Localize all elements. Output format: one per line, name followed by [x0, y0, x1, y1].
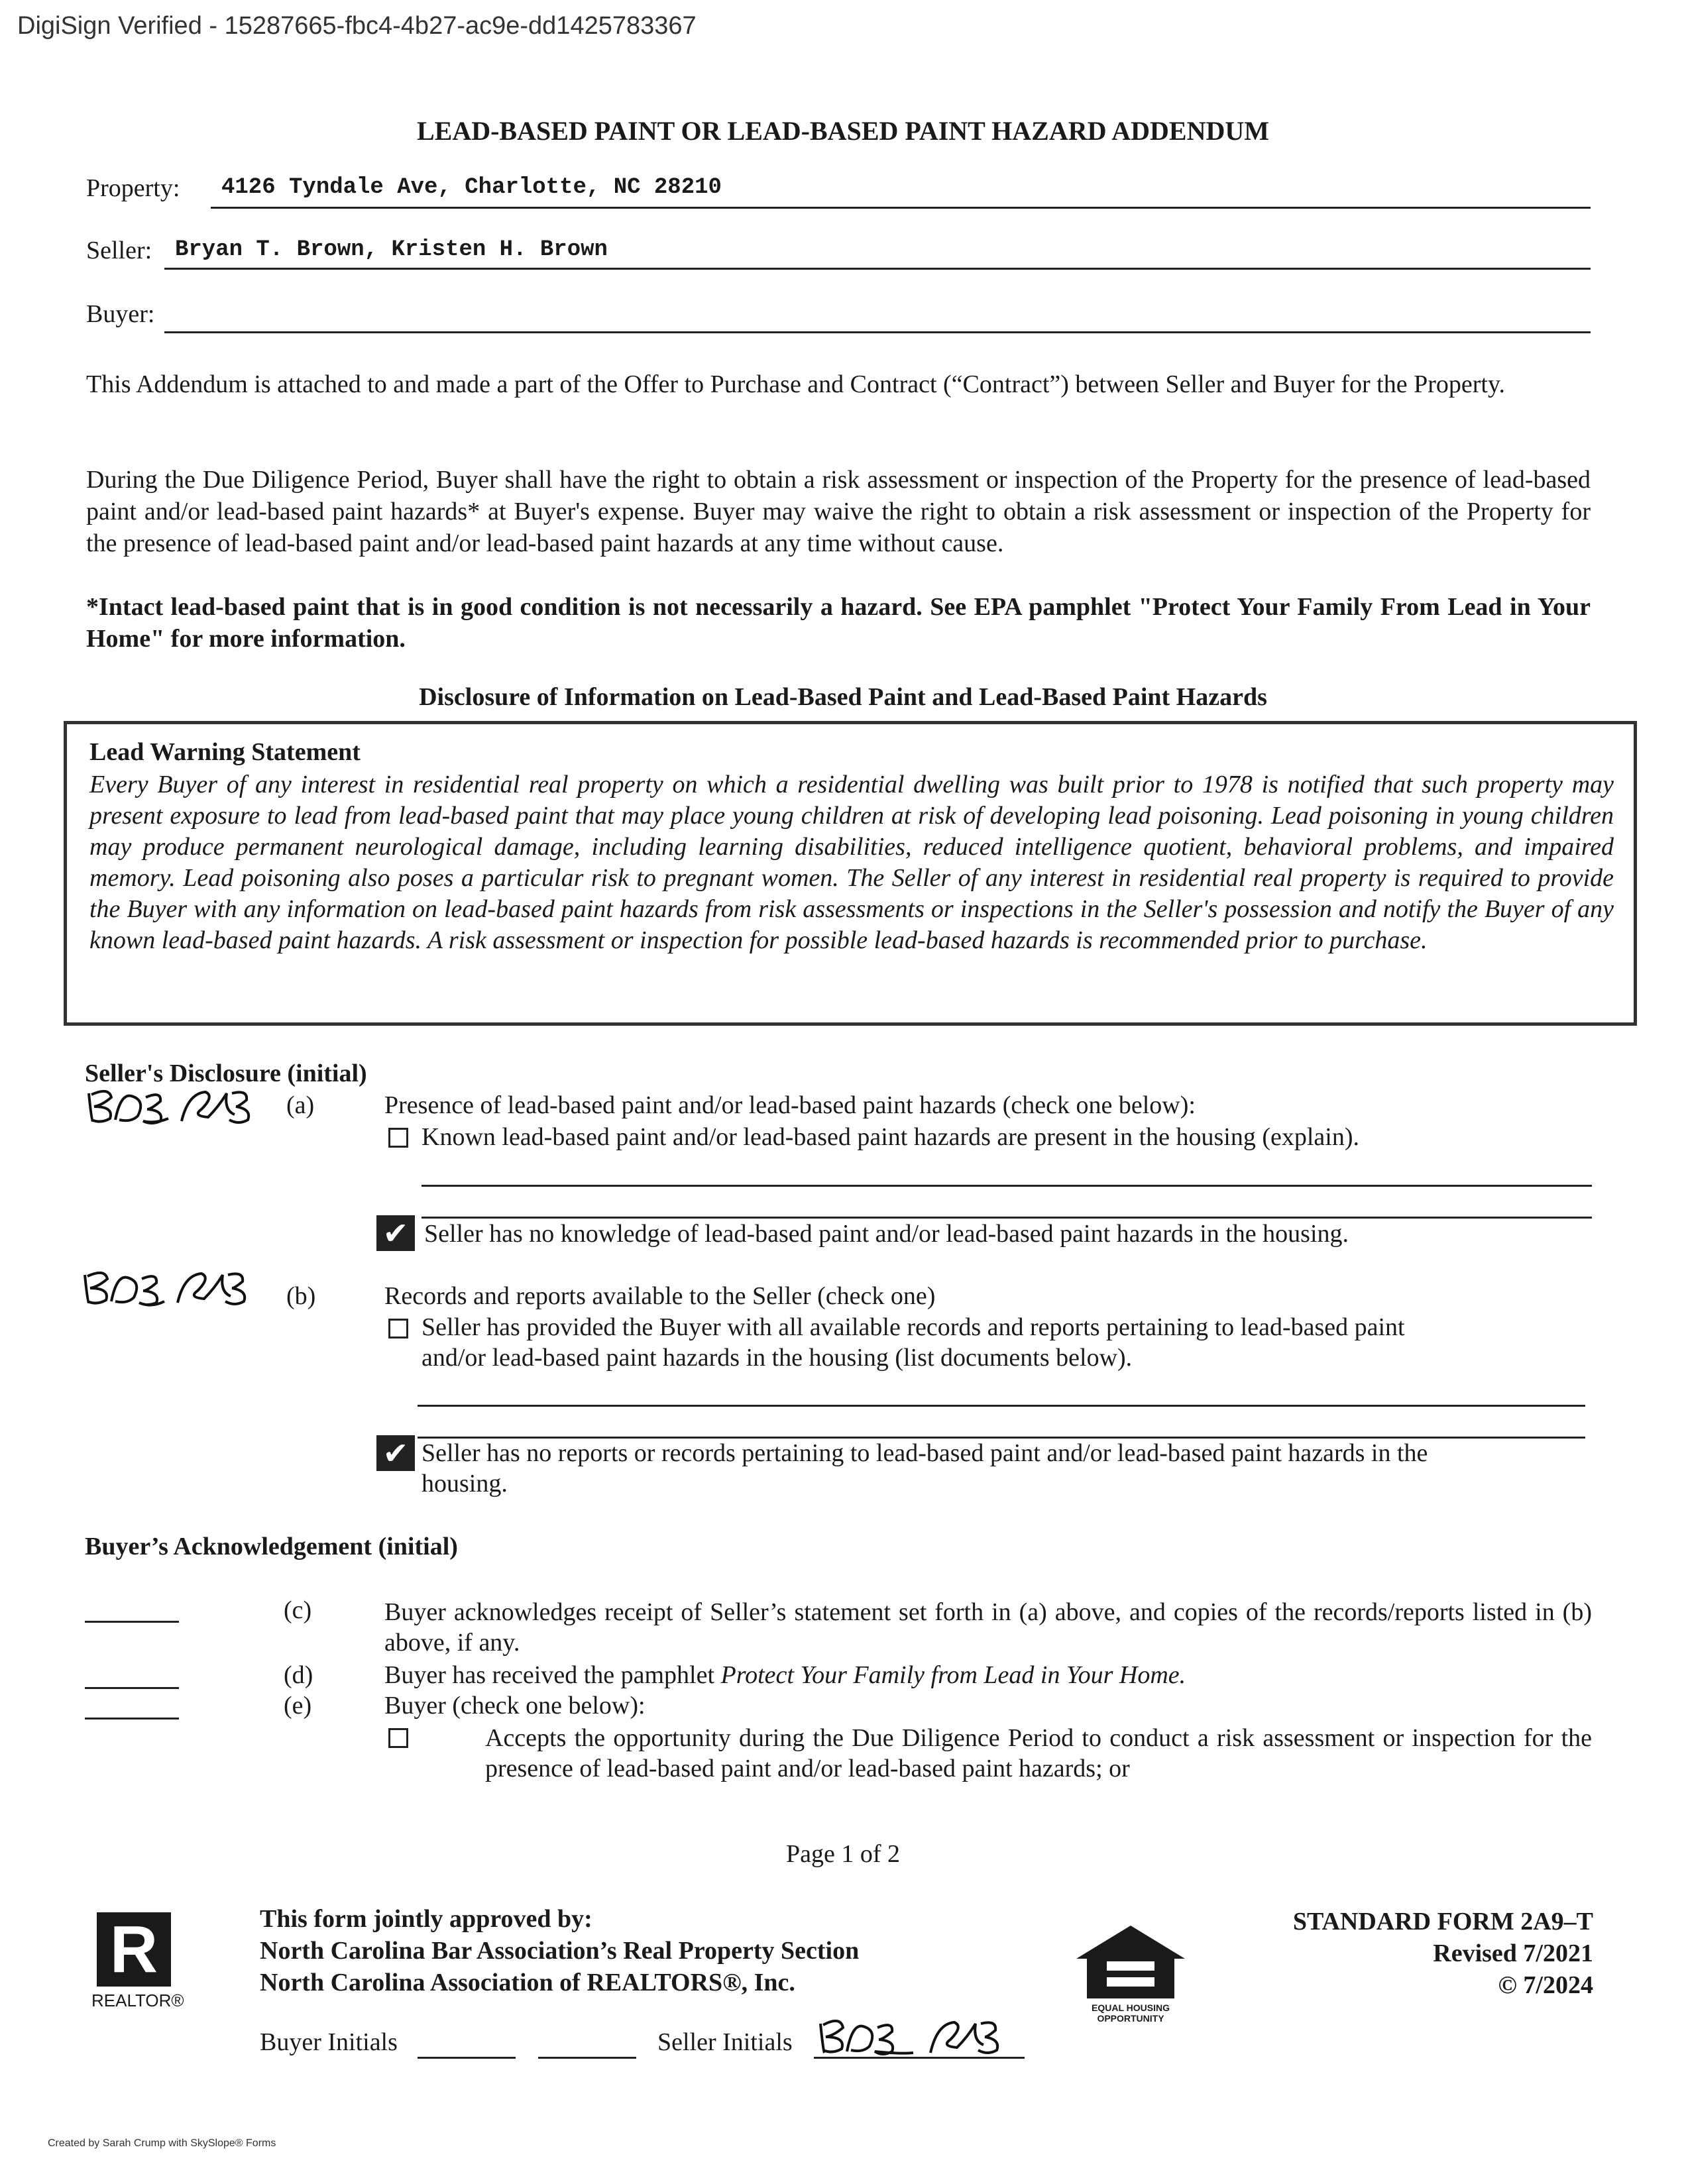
- records-provided-label: Seller has provided the Buyer with all available records and reports pertaining to lead-based paint and/or lead-based paint hazards in the housing (list documents below).: [422, 1313, 1405, 1372]
- buyer-d-letter: (d): [284, 1661, 313, 1689]
- standard-form-name: STANDARD FORM 2A9–T: [1292, 1908, 1593, 1936]
- equal-housing-logo: [1072, 1922, 1189, 2024]
- seller-initials-b-signature: [78, 1262, 277, 1315]
- approved-heading: This form jointly approved by:: [260, 1905, 592, 1933]
- seller-initials-footer-signature: [814, 2008, 1026, 2067]
- buyer-e-text: Buyer (check one below):: [384, 1692, 646, 1720]
- no-records-label: Seller has no reports or records pertaining to lead-based paint and/or lead-based paint hazards in the housing.: [422, 1439, 1428, 1498]
- explain-line-2: [422, 1217, 1592, 1219]
- seller-label: Seller:: [86, 237, 152, 264]
- documents-line-1: [418, 1405, 1585, 1407]
- revised-date: Revised 7/2021: [1433, 1939, 1593, 1967]
- explain-line-1: [422, 1185, 1592, 1187]
- buyer-initial-e-line[interactable]: [85, 1718, 179, 1720]
- buyer-c-letter: (c): [284, 1596, 312, 1624]
- seller-a-letter: (a): [286, 1091, 315, 1119]
- page-title: LEAD-BASED PAINT OR LEAD-BASED PAINT HAZARD ADDENDUM: [416, 116, 1270, 146]
- accepts-opportunity-label: Accepts the opportunity during the Due Diligence Period to conduct a risk assessment or inspection for the presence of lead-based paint and/or lead-based paint hazards; or: [485, 1724, 1592, 1782]
- buyer-ack-heading: Buyer’s Acknowledgement (initial): [85, 1533, 458, 1560]
- lead-warning-text: Every Buyer of any interest in residential real property on which a residential dwelling was built prior to 1978 is notified that such property may present exposure to lead from lead-based paint that may place young children at risk of developing lead poisoning. Lead poisoning in young children may produce permanent neurological damage, including learning disabilities, reduced intelligence quotient, behavioral problems, and impaired memory. Lead poisoning also poses a particular risk to pregnant women. The Seller of any interest in residential real property is required to provide the Buyer with any information on lead-based paint hazards from risk assessments or inspections in the Seller's possession and notify the Buyer of any known lead-based paint hazards. A risk assessment or inspection for possible lead-based hazards is recommended prior to purchase.: [89, 771, 1614, 954]
- intact-paint-note: *Intact lead-based paint that is in good condition is not necessarily a hazard. See EPA pamphlet "Protect Your Family From Lead in Your Home" for more information.: [86, 593, 1591, 653]
- buyer-initials-line-2[interactable]: [538, 2057, 636, 2059]
- approved-line-2: North Carolina Association of REALTORS®, Inc.: [260, 1969, 795, 1996]
- created-by-note: Created by Sarah Crump with SkySlope® Forms: [48, 2138, 276, 2149]
- seller-initials-a-signature: [82, 1080, 281, 1133]
- realtor-label: REALTOR®: [91, 1991, 184, 2010]
- seller-a-text: Presence of lead-based paint and/or lead-based paint hazards (check one below):: [384, 1091, 1196, 1119]
- pamphlet-title: Protect Your Family from Lead in Your Home.: [720, 1661, 1186, 1689]
- seller-b-letter: (b): [286, 1282, 316, 1310]
- seller-initials-label: Seller Initials: [657, 2028, 793, 2056]
- seller-value[interactable]: Bryan T. Brown, Kristen H. Brown: [175, 237, 608, 262]
- buyer-initials-line-1[interactable]: [418, 2057, 516, 2059]
- digisign-verification: DigiSign Verified - 15287665-fbc4-4b27-ac9e-dd1425783367: [17, 12, 697, 40]
- property-line: [211, 207, 1591, 209]
- equal-housing-icon: [1072, 1922, 1189, 2001]
- buyer-label: Buyer:: [86, 300, 155, 328]
- property-label: Property:: [86, 174, 180, 202]
- realtor-logo: [91, 1912, 184, 2012]
- buyer-e-letter: (e): [284, 1692, 312, 1720]
- realtor-icon: R: [97, 1912, 171, 1987]
- property-value[interactable]: 4126 Tyndale Ave, Charlotte, NC 28210: [221, 175, 722, 200]
- buyer-initials-label: Buyer Initials: [260, 2028, 398, 2056]
- buyer-d-text: [384, 1661, 1186, 1690]
- no-records-checkbox[interactable]: ✔: [376, 1435, 415, 1471]
- records-provided-checkbox[interactable]: [388, 1319, 408, 1338]
- page-number: Page 1 of 2: [785, 1840, 901, 1868]
- buyer-initial-c-line[interactable]: [85, 1621, 179, 1623]
- due-diligence-paragraph: During the Due Diligence Period, Buyer shall have the right to obtain a risk assessment or inspection of the Property for the presence of lead-based paint and/or lead-based paint hazards* at Buyer's expense. Buyer may waive the right to obtain a risk assessment or inspection of the Property for the presence of lead-based paint and/or lead-based paint hazards at any time without cause.: [86, 466, 1591, 557]
- seller-line: [164, 268, 1591, 270]
- buyer-line: [164, 331, 1591, 333]
- equal-housing-label: EQUAL HOUSING OPPORTUNITY: [1092, 2002, 1170, 2024]
- buyer-d-text-prefix: Buyer has received the pamphlet: [384, 1661, 721, 1689]
- accepts-opportunity-checkbox[interactable]: [388, 1728, 408, 1748]
- seller-b-text: Records and reports available to the Seller (check one): [384, 1282, 936, 1310]
- no-knowledge-label: Seller has no knowledge of lead-based paint and/or lead-based paint hazards in the housing.: [424, 1220, 1349, 1248]
- addendum-paragraph: This Addendum is attached to and made a part of the Offer to Purchase and Contract (“Contract”) between Seller and Buyer for the Property.: [86, 370, 1506, 398]
- approved-line-1: North Carolina Bar Association’s Real Property Section: [260, 1937, 860, 1965]
- buyer-initial-d-line[interactable]: [85, 1687, 179, 1689]
- known-hazards-label: Known lead-based paint and/or lead-based paint hazards are present in the housing (explain).: [422, 1123, 1359, 1151]
- lead-warning-box: [64, 721, 1637, 1026]
- disclosure-heading: Disclosure of Information on Lead-Based Paint and Lead-Based Paint Hazards: [419, 683, 1267, 711]
- known-hazards-checkbox[interactable]: [388, 1128, 408, 1148]
- lead-warning-heading: Lead Warning Statement: [89, 738, 361, 766]
- seller-disclosure-heading: Seller's Disclosure (initial): [85, 1060, 367, 1087]
- buyer-c-text: Buyer acknowledges receipt of Seller’s statement set forth in (a) above, and copies of the records/reports listed in (b) above, if any.: [384, 1598, 1592, 1657]
- copyright-date: © 7/2024: [1498, 1971, 1593, 1999]
- no-knowledge-checkbox[interactable]: ✔: [376, 1215, 415, 1251]
